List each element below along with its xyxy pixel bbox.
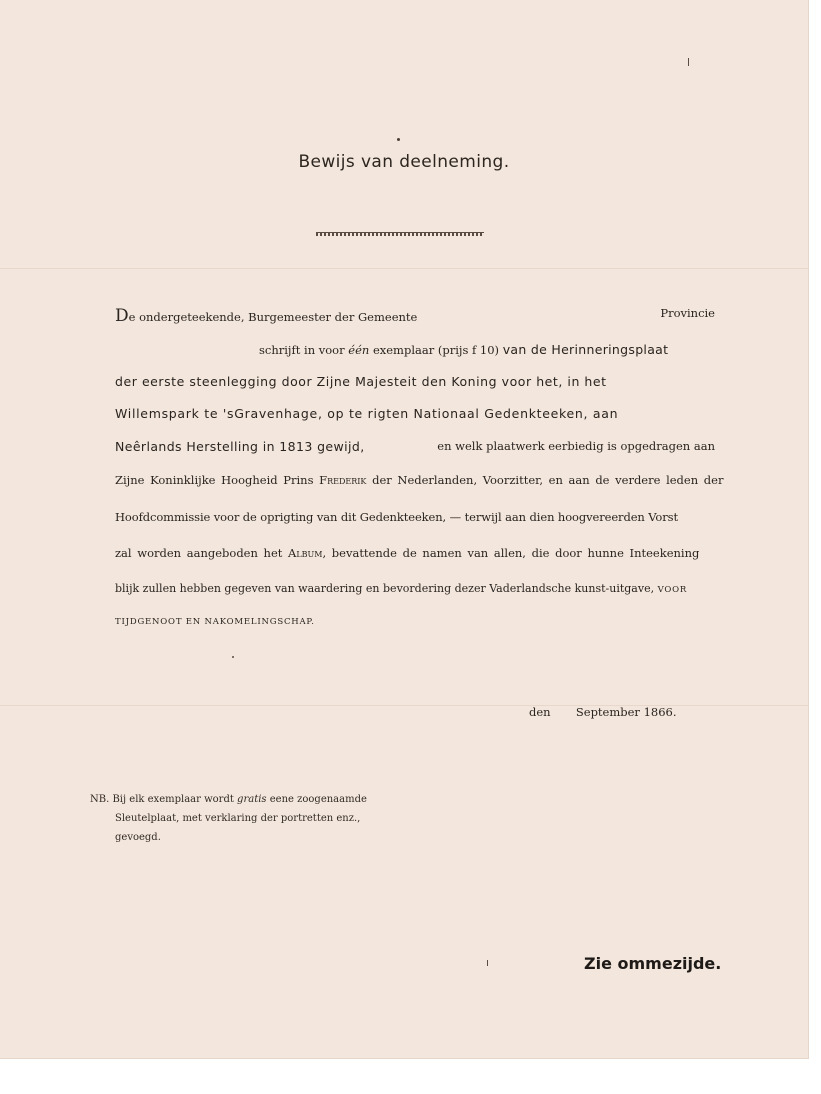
line9-pre: blijk zullen hebben gegeven van waardering en bevordering dezer Vaderlandsche kunst-uitgave, — [115, 582, 655, 595]
date-line — [529, 705, 677, 719]
see-reverse-note: Zie ommezijde. — [584, 954, 722, 973]
body-line-1 — [115, 306, 715, 326]
line6-pre: Zijne Koninklijke Hoogheid Prins — [115, 473, 314, 487]
line8-post: , bevattende de namen van allen, die door hunne Inteekening — [322, 546, 700, 560]
note-line-1-pre: NB. Bij elk exemplaar wordt — [90, 794, 234, 805]
line9-sc: VOOR — [657, 585, 688, 595]
date-prefix: den — [529, 705, 551, 719]
ink-dot — [397, 138, 400, 141]
line6-name: Frederik — [319, 473, 367, 487]
line5-serif: en welk plaatwerk eerbiedig is opgedragen aan — [437, 439, 715, 453]
note-line-1-emph: gratis — [237, 794, 267, 805]
note-line-2: Sleutelplaat, met verklaring der portretten enz., — [115, 813, 361, 824]
line2-pre: schrijft in voor — [259, 343, 345, 357]
body-line-5 — [115, 439, 715, 454]
drop-cap: D — [115, 306, 129, 326]
body-line-2 — [259, 342, 715, 357]
body-line-4: Willemspark te 'sGravenhage, op te rigten Nationaal Gedenkteeken, aan — [115, 406, 619, 421]
body-line-6 — [115, 473, 724, 487]
paper-speck — [688, 58, 689, 66]
document-title: Bewijs van deelneming. — [298, 152, 510, 172]
ornamental-rule — [316, 232, 484, 236]
body-line-1-left-text: e ondergeteekende, Burgemeester der Gemeente — [128, 310, 418, 324]
line2-price: f 10) — [472, 343, 500, 357]
body-line-7: Hoofdcommissie voor de oprigting van dit Gedenkteeken, — terwijl aan dien hoogvereerden Vorst — [115, 510, 678, 524]
line2-mid: exemplaar (prijs — [372, 343, 469, 357]
paper-speck — [232, 656, 234, 658]
body-line-8 — [115, 546, 715, 560]
note-line-1-post: eene zoogenaamde — [269, 794, 367, 805]
line5-sans: Neêrlands Herstelling in 1813 gewijd, — [115, 439, 365, 454]
line6-post: der Nederlanden, Voorzitter, en aan de verdere leden der — [372, 473, 724, 487]
line2-post: van de Herinneringsplaat — [502, 342, 669, 357]
line2-emph: één — [348, 343, 370, 357]
body-line-1-right: Provincie — [660, 306, 715, 320]
note-line-1 — [90, 794, 367, 805]
body-line-10: TIJDGENOOT EN NAKOMELINGSCHAP. — [115, 617, 315, 627]
line8-pre: zal worden aangeboden het — [115, 546, 283, 560]
note-line-3: gevoegd. — [115, 832, 161, 843]
fold-line — [0, 705, 808, 706]
date-month-year: September 1866. — [575, 705, 677, 719]
body-line-9 — [115, 582, 715, 595]
paper-speck — [487, 960, 488, 966]
body-line-3: der eerste steenlegging door Zijne Majesteit den Koning voor het, in het — [115, 374, 607, 389]
line8-album: Album — [288, 546, 323, 560]
fold-line — [0, 268, 808, 269]
body-line-1-left — [115, 306, 417, 326]
